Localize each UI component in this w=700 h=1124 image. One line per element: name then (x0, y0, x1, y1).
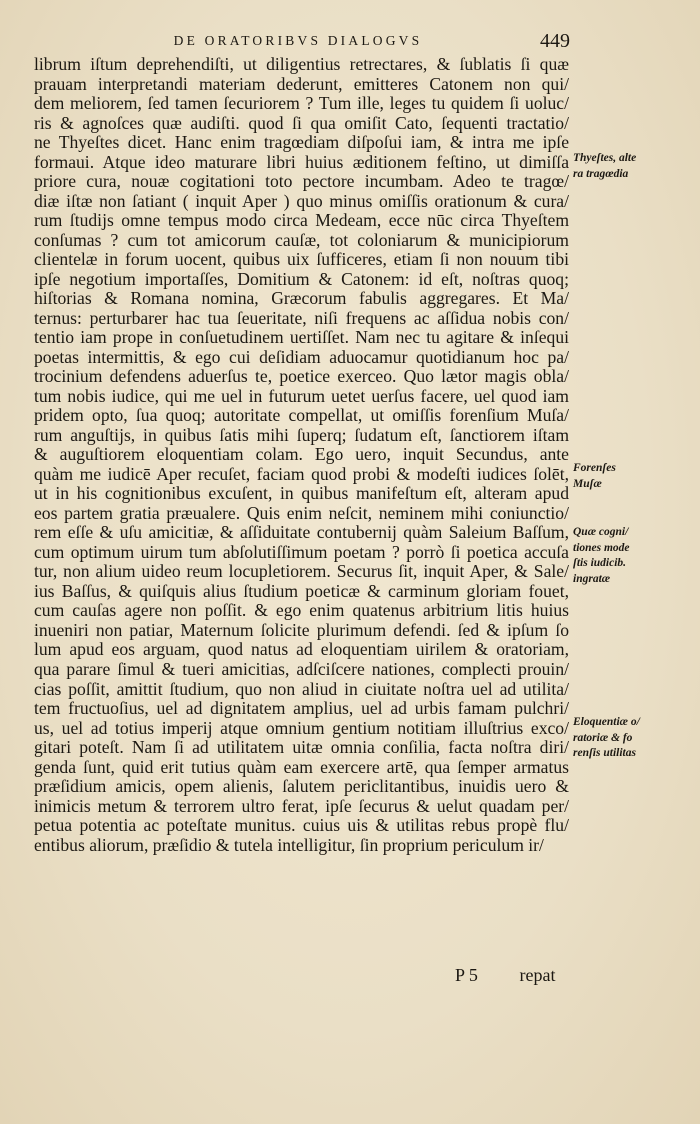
text-line: hiſtorias & Romana nomina, Græcorum fabulis aggregares. Et Ma/ (34, 289, 569, 309)
main-text-block (34, 55, 569, 855)
text-line: pridem opto, ſua quoq; autoritate compellat, ut omiſſis forenſium Muſa/ (34, 406, 569, 426)
text-line: tem fructuoſius, uel ad dignitatem amplius, uel ad urbis famam pulchri/ (34, 699, 569, 719)
text-line: us, uel ad totius imperij atque omnium gentium notitiam illuſtrius exco/ (34, 718, 569, 738)
text-line: dem meliorem, ſed tamen ſecuriorem ? Tum ille, leges tu quidem ſi uoluc/ (34, 94, 569, 114)
text-line: rem eſſe & uſu amicitiæ, & aſſiduitate contubernij quàm Saleium Baſſum, (34, 523, 569, 543)
text-line: poetas intermittis, & ego cui deſidiam aduocamur quotidianum hoc pa/ (34, 347, 569, 367)
text-line: genda ſunt, quid erit tutius quàm eam exercere artē, qua ſemper armatus (34, 757, 569, 777)
text-line: entibus aliorum, præſidio & tutela intelligitur, ſin proprium periculum ir/ (34, 835, 544, 855)
text-line: priore cura, nouæ cogitationi toto pectore incumbam. Adeo te tragœ/ (34, 172, 569, 192)
marginal-note-line: Quæ cogni/ (573, 526, 629, 538)
text-line: lum apud eos arguam, quod natus ad eloquentiam uirilem & oratoriam, (34, 640, 569, 660)
text-line: ipſe negotium importaſſes, Domitium & Catonem: id eſt, noſtras quoq; (34, 269, 569, 289)
text-line: librum iſtum deprehendiſti, ut diligentius retrectares, & ſublatis ſi quæ (34, 55, 569, 74)
text-line: ris & agnoſces quæ audiſti. quod ſi qua omiſit Cato, ſequenti tractatio/ (34, 113, 569, 133)
marginal-note-eloquentiae (573, 715, 693, 762)
text-line: diæ iſtæ non ſatiant ( inquit Aper ) quo minus omiſſis orationum & cura/ (34, 191, 569, 211)
text-line: petua potentia ac poteſtate munitus. cuius uis & utilitas rebus propè flu/ (34, 816, 569, 836)
text-line: tentio iam prope in conſuetudinem uertiſſet. Nam nec tu agitare & inſequi (34, 328, 569, 348)
marginal-note-cognitiones (573, 525, 693, 587)
text-line: clientelæ in forum uocent, quibus uix ſufficeres, etiam ſi non nouum tibi (34, 250, 569, 270)
marginal-note-thyestes (573, 151, 693, 182)
text-line: ne Thyeſtes dicet. Hanc enim tragœdiam diſpoſui iam, & intra me ipſe (34, 133, 569, 153)
text-line: & auguſtiorem eloquentiam colam. Ego uero, inquit Secundus, ante (34, 445, 569, 465)
text-line: inimicis metum & terrorem ultro ferat, ipſe ſecurus & uelut quadam per/ (34, 796, 569, 816)
text-line: gitari poteſt. Nam ſi ad utilitatem uitæ omnia conſilia, facta noſtra diri/ (34, 738, 569, 758)
text-line: qua parare ſimul & tueri amicitias, adſciſcere nationes, complecti prouin/ (34, 659, 569, 679)
signature-mark: P 5 (455, 965, 478, 985)
text-line: ut in his cognitionibus excuſent, in quibus manifeſtum eſt, alteram apud (34, 484, 569, 504)
text-line: eos partem gratia præualere. Quis enim neſcit, neminem mihi coniunctio/ (34, 503, 569, 523)
marginal-note-line: ratoriæ & fo (573, 731, 633, 744)
marginal-note-line: ingratæ (573, 572, 611, 585)
text-line: rum anguſtijs, in quibus ſatis mihi ſuperq; ſudatum eſt, ſanctiorem iſtam (34, 425, 569, 445)
text-line: trocinium defendens aduerſus te, poetice exerceo. Quo lætor magis obla/ (34, 367, 569, 387)
marginal-note-forenses (573, 461, 693, 492)
marginal-note-line: ra tragœdia (573, 167, 629, 180)
text-line: tur, non alium uideo reum locupletiorem. Securus ſit, inquit Aper, & Sale/ (34, 562, 569, 582)
marginal-note-line: ſtis iudicib. (573, 557, 627, 569)
text-line: conſumas ? cum tot amicorum cauſæ, tot coloniarum & municipiorum (34, 230, 569, 250)
marginal-note-line: Eloquentiæ o/ (573, 716, 640, 728)
text-line: inueniri non patiar, Maternum ſolicite plurimum defendi. ſed & ipſum ſo (34, 620, 569, 640)
text-line: tum nobis iudice, qui me uel in futurum uetet uerſus facere, uel quod iam (34, 386, 569, 406)
catchword: repat (519, 965, 556, 985)
text-line: ius Baſſus, & quiſquis alius ſtudium poeticæ & carminum gloriam fouet, (34, 581, 569, 601)
marginal-note-line: Thyeſtes, alte (573, 152, 637, 164)
running-head: DE ORATORIBVS DIALOGVS (173, 33, 423, 48)
text-line: formaui. Atque ideo maturare libri huius æditionem feſtino, ut dimiſſa (34, 152, 569, 172)
catchline (455, 965, 570, 986)
page-number: 449 (540, 30, 570, 52)
marginal-note-line: Muſæ (573, 477, 602, 490)
text-line: ternus: perturbarer hac tua ſeueritate, niſi frequens ac aſſidua nobis con/ (34, 308, 569, 328)
text-line: prauam interpretandi materiam dederunt, emitteres Catonem non qui/ (34, 74, 569, 94)
text-line: cum optimum uirum tum abſolutiſſimum poetam ? porrò ſi poetica accuſa (34, 542, 569, 562)
text-line: rum ſtudijs omne tempus modo circa Medeam, ecce nūc circa Thyeſtem (34, 211, 569, 231)
text-line: cum cauſas agere non poſſit. & ego enim quatenus arbitrium litis huius (34, 601, 569, 621)
text-line: præſidium amicis, opem alienis, ſalutem periclitantibus, inuidis uero & (34, 777, 569, 797)
marginal-note-line: tiones mode (573, 541, 630, 554)
marginal-note-line: renſis utilitas (573, 747, 636, 759)
marginal-note-line: Forenſes (573, 462, 616, 474)
text-line: cias poſſit, amittit ſtudium, quo non aliud in ciuitate noſtra uel ad utilita/ (34, 679, 569, 699)
text-line: quàm me iudicē Aper recuſet, faciam quod probi & modeſti iudices ſolēt, (34, 464, 569, 484)
